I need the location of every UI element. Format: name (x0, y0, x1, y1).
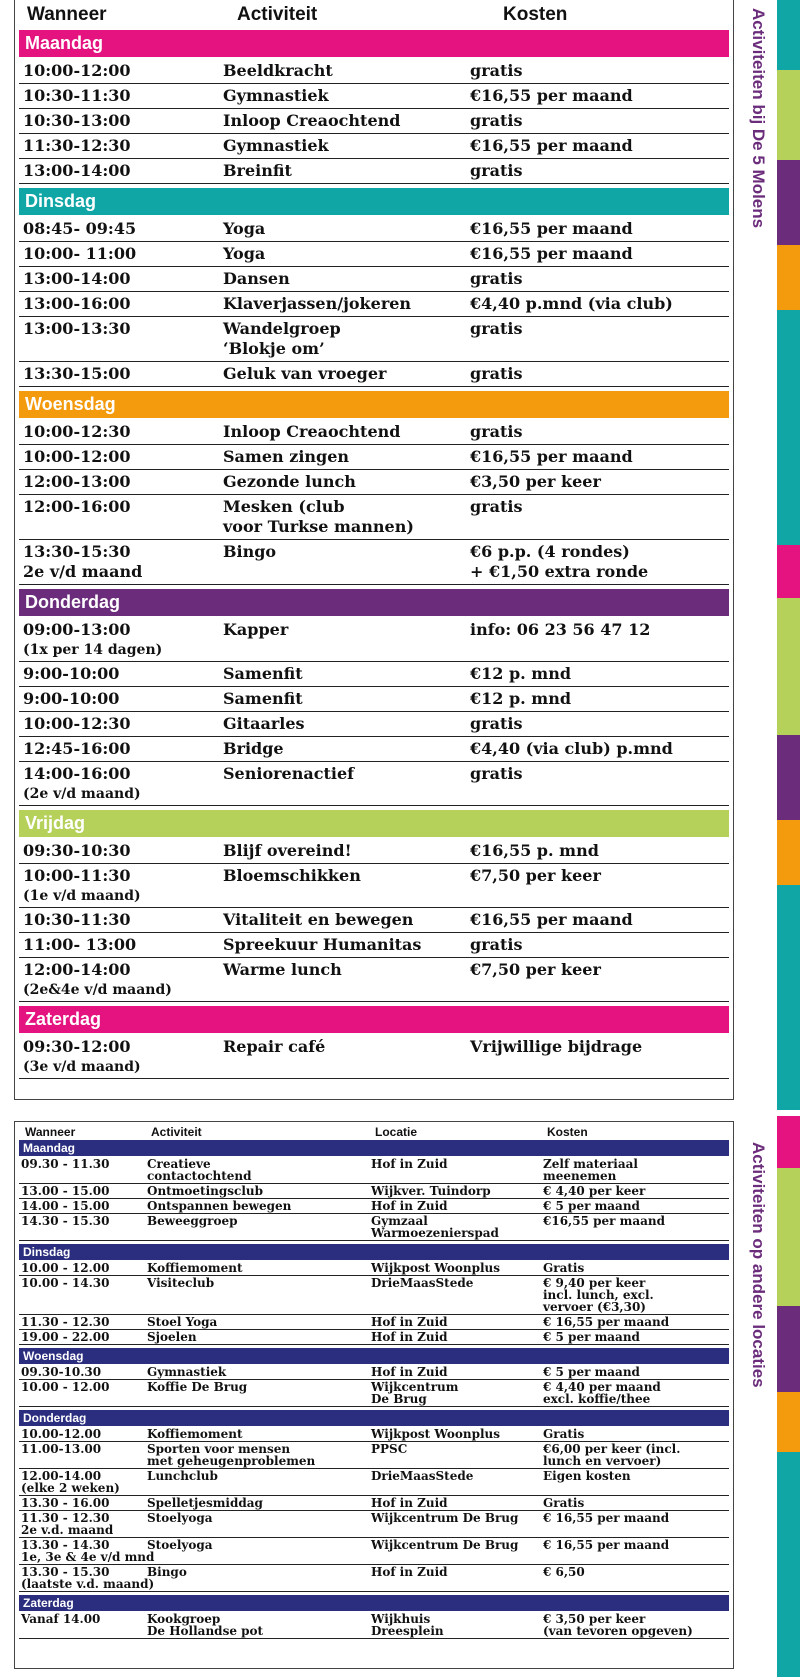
activity-cell: Samenfit (223, 689, 303, 708)
activity-cell: Breinfit (223, 161, 292, 180)
schedule-row (19, 662, 729, 687)
time-cell: 12:45-16:00 (23, 739, 131, 758)
time-cell: 10:00-12:00 (23, 447, 131, 466)
time-cell: 12:00-14:00 (23, 960, 131, 979)
time-cell: Vanaf 14.00 (21, 1612, 101, 1626)
activity-cell: Ontmoetingsclub (147, 1184, 264, 1198)
location-cell: Wijkcentrum De Brug (371, 1511, 519, 1525)
strip-segment (777, 1306, 800, 1392)
location-row (19, 1214, 729, 1241)
day-header-zaterdag: Zaterdag (19, 1595, 729, 1611)
cost-cell: €16,55 per maand (543, 1214, 665, 1228)
time-note: (1e v/d maand) (23, 888, 141, 904)
time-cell: 13:00-14:00 (23, 269, 131, 288)
strip-segment (777, 245, 800, 310)
time-cell: 09:30-10:30 (23, 841, 131, 860)
schedule-row (19, 737, 729, 762)
time-cell: 10:30-11:30 (23, 86, 131, 105)
schedule-row (19, 470, 729, 495)
cost-cell: € 16,55 per maand (543, 1511, 670, 1525)
day-header-woensdag: Woensdag (19, 391, 729, 418)
schedule-row (19, 712, 729, 737)
activity-cell: Yoga (223, 244, 266, 263)
time-cell: 09.30 - 11.30 (21, 1157, 110, 1171)
location-cell: Hof in Zuid (371, 1199, 448, 1213)
schedule-row (19, 445, 729, 470)
schedule-row (19, 317, 729, 362)
schedule-row (19, 292, 729, 317)
location-cell: Hof in Zuid (371, 1315, 448, 1329)
cost-cell: €16,55 per maand (470, 910, 633, 929)
location-row (19, 1157, 729, 1184)
activity-cell: Stoel Yoga (147, 1315, 218, 1329)
time-cell: 13:00-14:00 (23, 161, 131, 180)
header-kosten: Kosten (547, 1125, 588, 1139)
cost-cell: € 3,50 per keer (van tevoren opgeven) (543, 1612, 693, 1638)
schedule-row (19, 958, 729, 1002)
cost-cell: €16,55 per maand (470, 86, 633, 105)
activity-cell: Beeldkracht (223, 61, 333, 80)
schedule-row (19, 109, 729, 134)
header-wanneer: Wanneer (27, 4, 107, 25)
schedule-row (19, 540, 729, 585)
strip-segment (777, 735, 800, 820)
location-row (19, 1380, 729, 1407)
location-cell: Wijkpost Woonplus (371, 1261, 501, 1275)
cost-cell: € 6,50 (543, 1565, 585, 1579)
strip-segment (777, 545, 800, 598)
time-cell: 10.00-12.00 (21, 1427, 102, 1441)
time-cell: 09:30-12:00 (23, 1037, 131, 1056)
header-activiteit: Activiteit (237, 4, 318, 25)
cost-cell: € 4,40 per maand excl. koffie/thee (543, 1380, 661, 1406)
time-note: (2e&4e v/d maand) (23, 982, 172, 998)
time-cell: 13.30 - 16.00 (21, 1496, 110, 1510)
time-cell: 13.00 - 15.00 (21, 1184, 110, 1198)
time-cell: 10.00 - 12.00 (21, 1261, 110, 1275)
location-row (19, 1276, 729, 1315)
schedule-row (19, 495, 729, 540)
location-row (19, 1330, 729, 1345)
activity-cell: Blijf overeind! (223, 841, 352, 860)
time-cell: 12:00-13:00 (23, 472, 131, 491)
activity-cell: Mesken (club voor Turkse mannen) (223, 497, 414, 536)
side-title-de-5-molens: Activiteiten bij De 5 Molens (749, 8, 768, 229)
activity-cell: Spelletjesmiddag (147, 1496, 263, 1510)
activity-cell: Inloop Creaochtend (223, 111, 401, 130)
location-row (19, 1565, 729, 1592)
strip-segment (777, 160, 800, 245)
time-cell: 13:30-15:30 2e v/d maand (23, 542, 143, 581)
time-cell: 9:00-10:00 (23, 664, 120, 683)
location-cell: Hof in Zuid (371, 1157, 448, 1171)
activity-cell: Koffiemoment (147, 1261, 243, 1275)
time-cell: 9:00-10:00 (23, 689, 120, 708)
cost-cell: €12 p. mnd (470, 689, 572, 708)
activity-cell: Inloop Creaochtend (223, 422, 401, 441)
activity-cell: Dansen (223, 269, 290, 288)
location-cell: PPSC (371, 1442, 408, 1456)
activity-cell: Spreekuur Humanitas (223, 935, 422, 954)
location-cell: DrieMaasStede (371, 1276, 474, 1290)
location-cell: Hof in Zuid (371, 1365, 448, 1379)
cost-cell: gratis (470, 422, 523, 441)
activity-cell: Seniorenactief (223, 764, 354, 783)
time-cell: 14.30 - 15.30 (21, 1214, 110, 1228)
schedule-row (19, 839, 729, 864)
activity-cell: Vitaliteit en bewegen (223, 910, 414, 929)
time-cell: 09:00-13:00 (23, 620, 131, 639)
time-cell: 13.30 - 14.30 1e, 3e & 4e v/d mnd (21, 1538, 155, 1564)
day-header-maandag: Maandag (19, 1140, 729, 1156)
location-cell: Hof in Zuid (371, 1496, 448, 1510)
location-cell: Wijkpost Woonplus (371, 1427, 501, 1441)
side-title-andere-locaties: Activiteiten op andere locaties (749, 1142, 768, 1388)
cost-cell: gratis (470, 269, 523, 288)
activity-cell: Sporten voor mensen met geheugenproblemen (147, 1442, 316, 1468)
strip-segment (777, 1116, 800, 1168)
cost-cell: gratis (470, 935, 523, 954)
strip-segment (777, 70, 800, 160)
cost-cell: Gratis (543, 1496, 585, 1510)
schedule-row (19, 59, 729, 84)
activity-cell: Bloemschikken (223, 866, 361, 885)
time-cell: 11:00- 13:00 (23, 935, 137, 954)
cost-cell: €3,50 per keer (470, 472, 601, 491)
cost-cell: € 16,55 per maand (543, 1538, 670, 1552)
activity-cell: Kapper (223, 620, 289, 639)
strip-segment (777, 1452, 800, 1677)
location-row (19, 1199, 729, 1214)
location-row (19, 1315, 729, 1330)
activity-cell: Gezonde lunch (223, 472, 356, 491)
time-cell: 10:00-11:30 (23, 866, 131, 885)
schedule-row (19, 762, 729, 806)
schedule-row (19, 134, 729, 159)
cost-cell: Gratis (543, 1261, 585, 1275)
activity-cell: Wandelgroep ‘Blokje om’ (223, 319, 341, 358)
header-locatie: Locatie (375, 1125, 418, 1139)
cost-cell: €7,50 per keer (470, 960, 601, 979)
time-cell: 11.00-13.00 (21, 1442, 102, 1456)
activity-cell: Lunchclub (147, 1469, 218, 1483)
cost-cell: gratis (470, 161, 523, 180)
day-header-maandag: Maandag (19, 30, 729, 57)
activity-cell: Gymnastiek (223, 86, 329, 105)
cost-cell: € 9,40 per keer incl. lunch, excl. vervoer (€3,30) (543, 1276, 654, 1314)
activity-cell: Samen zingen (223, 447, 350, 466)
cost-cell: gratis (470, 364, 523, 383)
time-cell: 13:00-16:00 (23, 294, 131, 313)
location-row (19, 1538, 729, 1565)
cost-cell: €16,55 per maand (470, 244, 633, 263)
location-cell: DrieMaasStede (371, 1469, 474, 1483)
cost-cell: gratis (470, 111, 523, 130)
header-kosten: Kosten (503, 4, 568, 25)
activity-cell: Creatieve contactochtend (147, 1157, 252, 1183)
location-cell: Gymzaal Warmoezenierspad (371, 1214, 499, 1240)
schedule-row (19, 864, 729, 908)
location-cell: Wijkhuis Dreesplein (371, 1612, 444, 1638)
time-cell: 10:00-12:30 (23, 422, 131, 441)
time-cell: 11:30-12:30 (23, 136, 131, 155)
cost-cell: gratis (470, 764, 523, 783)
location-row (19, 1469, 729, 1496)
activity-cell: Repair café (223, 1037, 326, 1056)
time-cell: 08:45- 09:45 (23, 219, 137, 238)
strip-segment (777, 820, 800, 885)
time-cell: 11.30 - 12.30 2e v.d. maand (21, 1511, 114, 1537)
location-row (19, 1184, 729, 1199)
location-row (19, 1427, 729, 1442)
activities-de-5-molens-panel (14, 0, 734, 1100)
day-header-donderdag: Donderdag (19, 589, 729, 616)
schedule-row (19, 1035, 729, 1079)
cost-cell: Gratis (543, 1427, 585, 1441)
schedule-row (19, 84, 729, 109)
time-cell: 10.00 - 12.00 (21, 1380, 110, 1394)
time-cell: 14:00-16:00 (23, 764, 131, 783)
activity-cell: Beweeggroep (147, 1214, 238, 1228)
schedule-row (19, 687, 729, 712)
location-cell: Hof in Zuid (371, 1565, 448, 1579)
time-note: (2e v/d maand) (23, 786, 141, 802)
location-cell: Wijkcentrum De Brug (371, 1538, 519, 1552)
activity-cell: Bingo (223, 542, 277, 561)
strip-segment (777, 310, 800, 545)
cost-cell: €16,55 p. mnd (470, 841, 599, 860)
strip-segment (777, 1392, 800, 1452)
cost-cell: €16,55 per maand (470, 447, 633, 466)
header-activiteit: Activiteit (151, 1125, 202, 1139)
cost-cell: Vrijwillige bijdrage (470, 1037, 643, 1056)
schedule-row (19, 618, 729, 662)
location-row (19, 1261, 729, 1276)
activities-other-locations-panel (14, 1121, 734, 1669)
cost-cell: gratis (470, 61, 523, 80)
cost-cell: €4,40 p.mnd (via club) (470, 294, 673, 313)
activity-cell: Klaverjassen/jokeren (223, 294, 412, 313)
cost-cell: Eigen kosten (543, 1469, 631, 1483)
strip-segment (777, 1168, 800, 1306)
time-cell: 12.00-14.00 (elke 2 weken) (21, 1469, 120, 1495)
strip-segment (777, 885, 800, 1110)
cost-cell: info: 06 23 56 47 12 (470, 620, 651, 639)
location-row (19, 1365, 729, 1380)
time-cell: 19.00 - 22.00 (21, 1330, 110, 1344)
time-cell: 10:00- 11:00 (23, 244, 137, 263)
time-cell: 10.00 - 14.30 (21, 1276, 110, 1290)
location-row (19, 1442, 729, 1469)
activity-cell: Samenfit (223, 664, 303, 683)
cost-cell: gratis (470, 714, 523, 733)
location-row (19, 1511, 729, 1538)
schedule-row (19, 908, 729, 933)
time-cell: 12:00-16:00 (23, 497, 131, 516)
time-cell: 13:30-15:00 (23, 364, 131, 383)
location-cell: Wijkcentrum De Brug (371, 1380, 459, 1406)
cost-cell: € 5 per maand (543, 1199, 640, 1213)
time-cell: 11.30 - 12.30 (21, 1315, 110, 1329)
cost-cell: €7,50 per keer (470, 866, 601, 885)
activity-cell: Bridge (223, 739, 284, 758)
day-header-zaterdag: Zaterdag (19, 1006, 729, 1033)
cost-cell: gratis (470, 319, 523, 338)
schedule-row (19, 242, 729, 267)
activity-cell: Visiteclub (147, 1276, 215, 1290)
schedule-row (19, 362, 729, 387)
activity-cell: Gymnastiek (223, 136, 329, 155)
activity-cell: Kookgroep De Hollandse pot (147, 1612, 264, 1638)
activity-cell: Stoelyoga (147, 1511, 213, 1525)
cost-cell: €4,40 (via club) p.mnd (470, 739, 673, 758)
activity-cell: Gymnastiek (147, 1365, 227, 1379)
time-cell: 14.00 - 15.00 (21, 1199, 110, 1213)
cost-cell: € 5 per maand (543, 1365, 640, 1379)
activity-cell: Koffie De Brug (147, 1380, 248, 1394)
day-header-dinsdag: Dinsdag (19, 1244, 729, 1260)
activity-cell: Sjoelen (147, 1330, 197, 1344)
activity-cell: Gitaarles (223, 714, 305, 733)
schedule-row (19, 159, 729, 184)
time-cell: 10:00-12:00 (23, 61, 131, 80)
strip-segment (777, 598, 800, 735)
time-note: (1x per 14 dagen) (23, 642, 163, 658)
activity-cell: Ontspannen bewegen (147, 1199, 292, 1213)
cost-cell: €6,00 per keer (incl. lunch en vervoer) (543, 1442, 681, 1468)
activity-cell: Bingo (147, 1565, 187, 1579)
header-wanneer: Wanneer (25, 1125, 76, 1139)
time-cell: 09.30-10.30 (21, 1365, 102, 1379)
cost-cell: € 5 per maand (543, 1330, 640, 1344)
cost-cell: gratis (470, 497, 523, 516)
day-header-woensdag: Woensdag (19, 1348, 729, 1364)
location-row (19, 1612, 729, 1639)
cost-cell: €6 p.p. (4 rondes) + €1,50 extra ronde (470, 542, 649, 581)
strip-segment (777, 0, 800, 70)
time-cell: 10:30-13:00 (23, 111, 131, 130)
cost-cell: €12 p. mnd (470, 664, 572, 683)
time-note: (3e v/d maand) (23, 1059, 141, 1075)
location-row (19, 1496, 729, 1511)
schedule-row (19, 217, 729, 242)
cost-cell: €16,55 per maand (470, 136, 633, 155)
schedule-row (19, 933, 729, 958)
day-header-vrijdag: Vrijdag (19, 810, 729, 837)
activity-cell: Warme lunch (223, 960, 342, 979)
cost-cell: Zelf materiaal meenemen (543, 1157, 638, 1183)
schedule-row (19, 267, 729, 292)
location-cell: Hof in Zuid (371, 1330, 448, 1344)
activity-cell: Geluk van vroeger (223, 364, 387, 383)
schedule-row (19, 420, 729, 445)
time-cell: 13:00-13:30 (23, 319, 131, 338)
activity-cell: Stoelyoga (147, 1538, 213, 1552)
location-cell: Wijkver. Tuindorp (371, 1184, 491, 1198)
time-cell: 10:30-11:30 (23, 910, 131, 929)
cost-cell: €16,55 per maand (470, 219, 633, 238)
day-header-dinsdag: Dinsdag (19, 188, 729, 215)
cost-cell: € 4,40 per keer (543, 1184, 646, 1198)
activity-cell: Yoga (223, 219, 266, 238)
activity-cell: Koffiemoment (147, 1427, 243, 1441)
day-header-donderdag: Donderdag (19, 1410, 729, 1426)
time-cell: 13.30 - 15.30 (laatste v.d. maand) (21, 1565, 155, 1591)
time-cell: 10:00-12:30 (23, 714, 131, 733)
cost-cell: € 16,55 per maand (543, 1315, 670, 1329)
